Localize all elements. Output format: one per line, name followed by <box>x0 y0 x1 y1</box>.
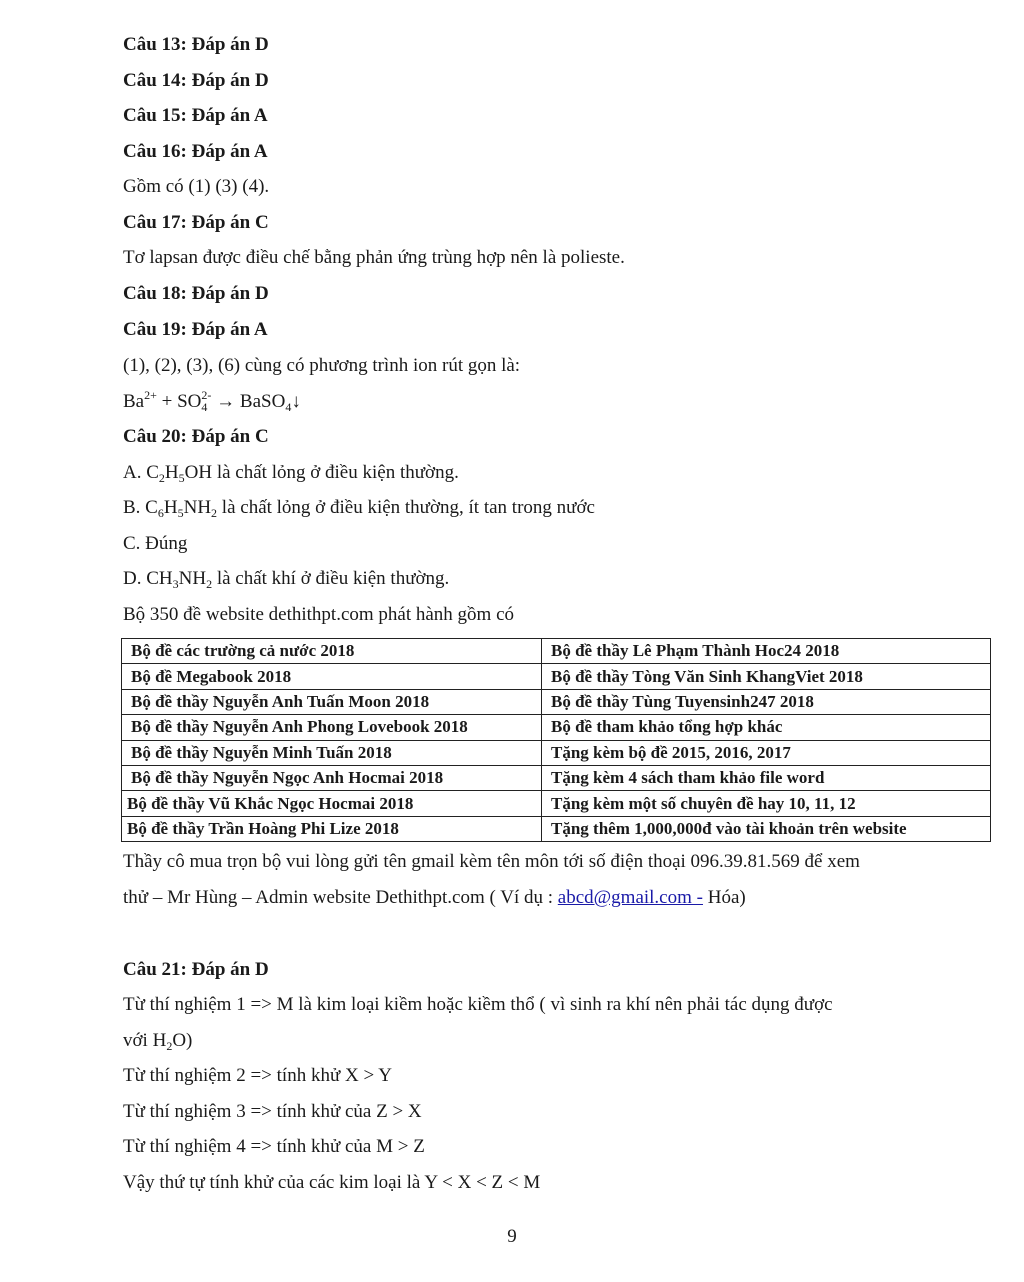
option-d-text: D. $CH_3NH_2$ là chất khí ở điều kiện thường. <box>123 568 450 591</box>
table-row <box>122 816 991 841</box>
answer-text-21-line-6: Vậy thứ tự tính khử của các kim loại là Y < X < Z < M <box>123 1172 541 1193</box>
table-cell: Bộ đề thầy Nguyễn Anh Tuấn Moon 2018 <box>122 689 542 714</box>
answer-heading-20: Câu 20: Đáp án C <box>123 426 269 447</box>
table-cell: Tặng kèm bộ đề 2015, 2016, 2017 <box>542 740 991 765</box>
option-b-text: B. $C_6H_5NH_2$ là chất lỏng ở điều kiện thường, ít tan trong nước <box>123 497 595 520</box>
answer-heading-21: Câu 21: Đáp án D <box>123 959 269 980</box>
answer-text-16: Gồm có (1) (3) (4). <box>123 176 270 197</box>
answer-text-21-line-4: Từ thí nghiệm 3 => tính khử của Z > X <box>123 1101 422 1122</box>
answer-text-17: Tơ lapsan được điều chế bằng phản ứng trùng hợp nên là polieste. <box>123 247 625 268</box>
table-cell: Bộ đề thầy Nguyễn Anh Phong Lovebook 2018 <box>122 715 542 740</box>
answer-heading-17: Câu 17: Đáp án C <box>123 212 269 233</box>
table-row <box>122 715 991 740</box>
email-link[interactable]: abcd@gmail.com - <box>557 887 703 908</box>
table-cell: Tặng kèm 4 sách tham khảo file word <box>542 765 991 790</box>
promo-intro: Bộ 350 đề website dethithpt.com phát hành gồm có <box>123 604 515 625</box>
answer-heading-19: Câu 19: Đáp án A <box>123 319 268 340</box>
table-row <box>122 740 991 765</box>
answer-heading-15: Câu 15: Đáp án A <box>123 105 268 126</box>
ionic-equation: $Ba^{2+} + SO_4^{2-}$ → BaSO$_4$↓ <box>123 388 301 414</box>
answer-text-21-line-2: với $H_2O$) <box>123 1030 193 1053</box>
answer-heading-14: Câu 14: Đáp án D <box>123 70 269 91</box>
answer-text-19: (1), (2), (3), (6) cùng có phương trình ion rút gọn là: <box>123 355 521 376</box>
answer-text-21-line-3: Từ thí nghiệm 2 => tính khử X > Y <box>123 1065 392 1086</box>
table-cell: Tặng thêm 1,000,000đ vào tài khoản trên website <box>542 816 991 841</box>
page-number: 9 <box>507 1226 517 1247</box>
answer-text-21-line-1: Từ thí nghiệm 1 => M là kim loại kiềm hoặc kiềm thổ ( vì sinh ra khí nên phải tác dụng được <box>123 994 833 1015</box>
answer-text-21-line-5: Từ thí nghiệm 4 => tính khử của M > Z <box>123 1136 425 1157</box>
contact-line-2: thử – Mr Hùng – Admin website Dethithpt.com ( Ví dụ : abcd@gmail.com - Hóa) <box>123 887 746 908</box>
table-row <box>122 791 991 816</box>
table-cell: Tặng kèm một số chuyên đề hay 10, 11, 12 <box>542 791 991 816</box>
table-row <box>122 689 991 714</box>
answer-heading-16: Câu 16: Đáp án A <box>123 141 268 162</box>
table-cell: Bộ đề thầy Nguyễn Minh Tuấn 2018 <box>122 740 542 765</box>
table-cell: Bộ đề các trường cả nước 2018 <box>122 639 542 664</box>
option-c-text: C. Đúng <box>123 533 188 554</box>
table-cell: Bộ đề thầy Tòng Văn Sinh KhangViet 2018 <box>542 664 991 689</box>
table-cell: Bộ đề Megabook 2018 <box>122 664 542 689</box>
table-cell: Bộ đề thầy Trần Hoàng Phi Lize 2018 <box>122 816 542 841</box>
table-row <box>122 664 991 689</box>
table-cell: Bộ đề thầy Vũ Khắc Ngọc Hocmai 2018 <box>122 791 542 816</box>
table-cell: Bộ đề thầy Tùng Tuyensinh247 2018 <box>542 689 991 714</box>
table-row <box>122 639 991 664</box>
option-a-text: A. $C_2H_5OH$ là chất lỏng ở điều kiện thường. <box>123 462 459 485</box>
promo-table <box>121 638 991 842</box>
answer-heading-18: Câu 18: Đáp án D <box>123 283 269 304</box>
contact-line-1: Thầy cô mua trọn bộ vui lòng gửi tên gmail kèm tên môn tới số điện thoại 096.39.81.569 để xem <box>123 851 860 872</box>
answer-heading-13: Câu 13: Đáp án D <box>123 34 269 55</box>
table-cell: Bộ đề thầy Lê Phạm Thành Hoc24 2018 <box>542 639 991 664</box>
table-row <box>122 765 991 790</box>
table-cell: Bộ đề thầy Nguyễn Ngọc Anh Hocmai 2018 <box>122 765 542 790</box>
table-cell: Bộ đề tham khảo tổng hợp khác <box>542 715 991 740</box>
